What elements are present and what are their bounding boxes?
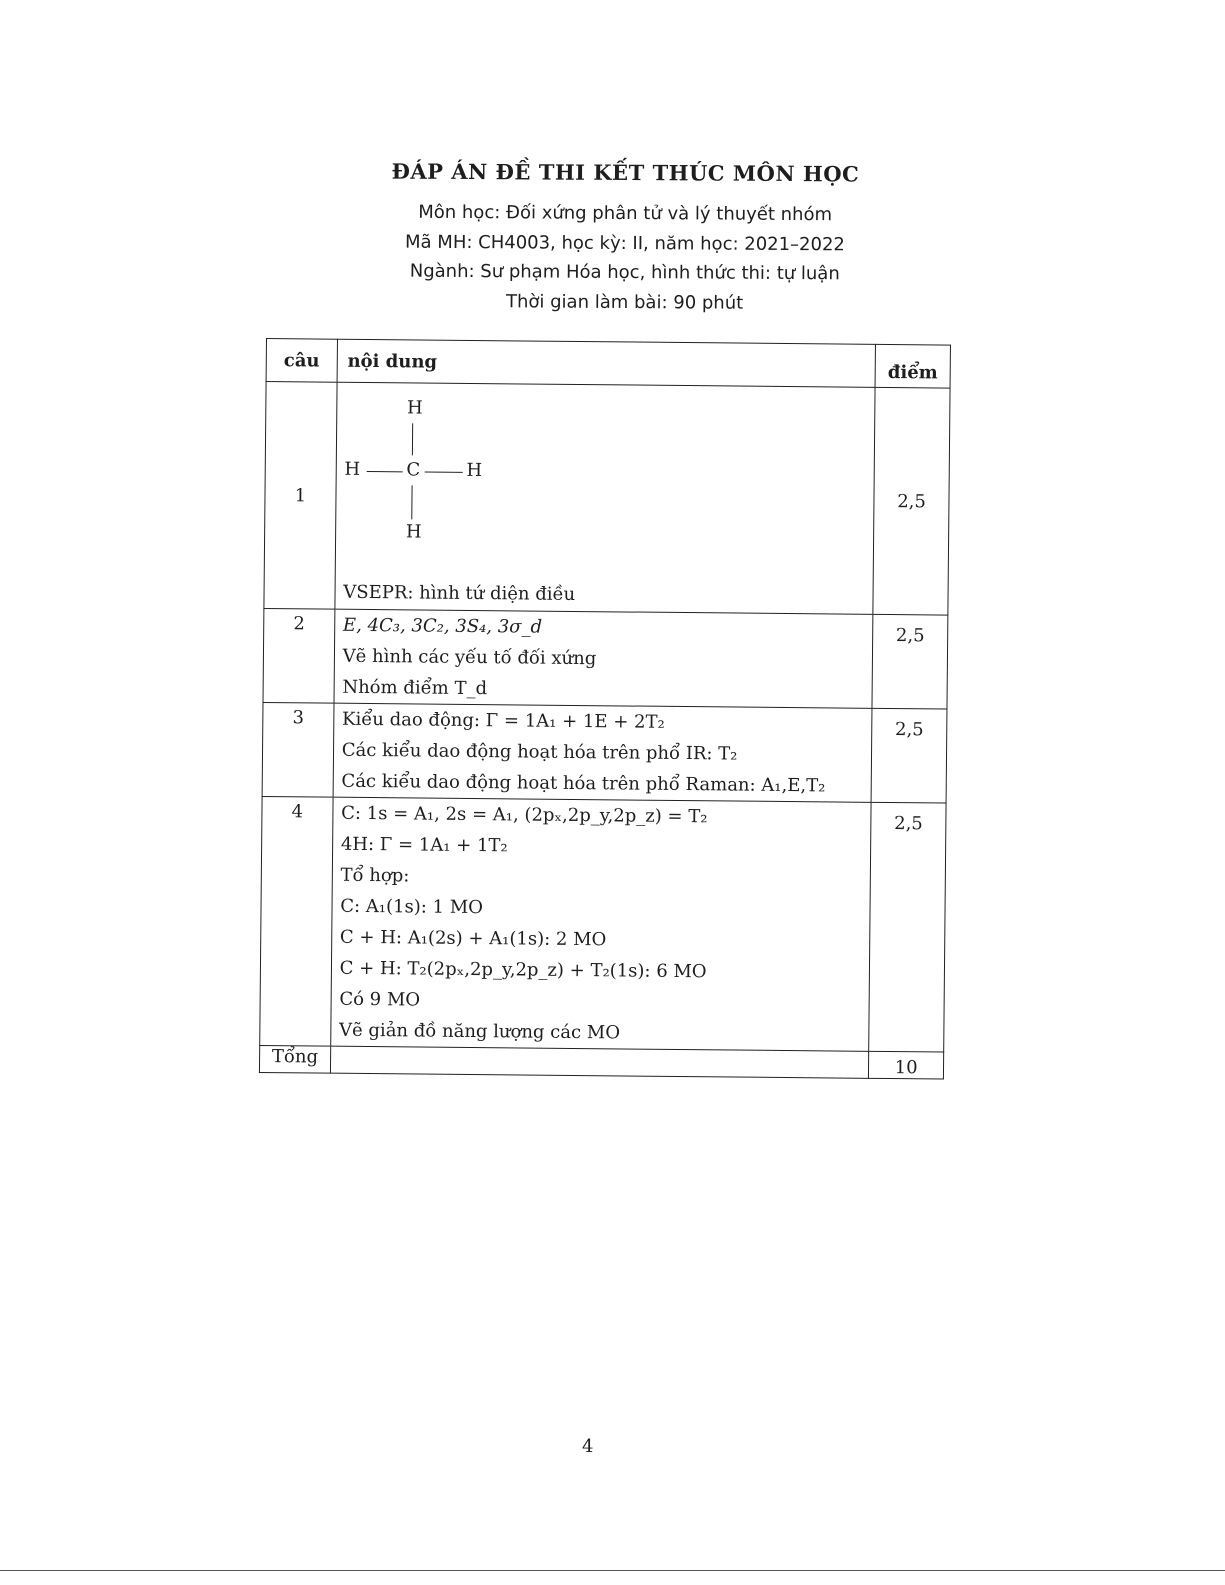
- table-row: [262, 702, 947, 803]
- table-row: [260, 796, 946, 1052]
- score-value: 2,5: [873, 387, 950, 615]
- question-number: 1: [264, 382, 337, 610]
- hydrogen-atom-bottom: H: [405, 521, 422, 543]
- answer-line: E, 4C₃, 3C₂, 3S₄, 3σ_d: [342, 614, 543, 638]
- hydrogen-atom-left: H: [344, 458, 361, 480]
- carbon-atom: C: [406, 459, 421, 481]
- major-line: Ngành: Sư phạm Hóa học, hình thức thi: tự luận: [409, 260, 840, 285]
- column-header-cau: câu: [266, 339, 337, 383]
- answer-table-wrapper: [259, 338, 956, 1080]
- course-code-line: Mã MH: CH4003, học kỳ: II, năm học: 2021–2022: [404, 231, 845, 255]
- hydrogen-atom-right: H: [466, 459, 483, 482]
- answer-line: C + H: T₂(2pₓ,2p_y,2p_z) + T₂(1s): 6 MO: [339, 957, 707, 983]
- column-header-noidung: nội dung: [337, 339, 876, 387]
- page-title: ĐÁP ÁN ĐỀ THI KẾT THÚC MÔN HỌC: [391, 158, 860, 187]
- bond-left: [366, 471, 402, 472]
- vsepr-line: VSEPR: hình tứ diện điều: [343, 581, 576, 605]
- answer-line: 4H: Γ = 1A₁ + 1T₂: [340, 833, 508, 857]
- table-row: [264, 382, 950, 616]
- table-header-row: [266, 339, 950, 389]
- column-header-diem: điểm: [875, 344, 950, 388]
- answer-line: Tổ hợp:: [340, 864, 410, 887]
- total-label: Tổng: [259, 1045, 330, 1073]
- answer-line: Các kiểu dao động hoạt hóa trên phổ Raman: A₁,E,T₂: [341, 770, 826, 797]
- bottom-edge-line: [0, 1570, 1225, 1571]
- question-number: 3: [262, 702, 334, 797]
- bond-top: [412, 423, 413, 455]
- answer-content: [335, 382, 876, 614]
- methane-structure-diagram: [343, 397, 545, 579]
- total-value: 10: [869, 1051, 944, 1079]
- table-total-row: [259, 1045, 943, 1079]
- duration-line: Thời gian làm bài: 90 phút: [505, 290, 744, 314]
- answer-line: C: A₁(1s): 1 MO: [340, 895, 484, 919]
- total-content-empty: [330, 1046, 869, 1078]
- bond-bottom: [411, 485, 412, 519]
- answer-content: [333, 703, 872, 802]
- answer-line: C: 1s = A₁, 2s = A₁, (2pₓ,2p_y,2p_z) = T₂: [341, 802, 708, 828]
- answer-content: [334, 609, 873, 708]
- answer-line: Nhóm điểm T_d: [342, 676, 488, 700]
- subject-line: Môn học: Đối xứng phân tử và lý thuyết nhóm: [418, 201, 833, 226]
- table-row: [263, 608, 948, 709]
- bond-right: [424, 472, 462, 473]
- answer-line: C + H: A₁(2s) + A₁(1s): 2 MO: [339, 926, 607, 951]
- score-value: 2,5: [871, 708, 947, 803]
- answer-line: Vẽ hình các yếu tố đối xứng: [342, 645, 597, 670]
- score-value: 2,5: [869, 802, 946, 1052]
- answer-table: [259, 338, 951, 1080]
- question-number: 4: [260, 796, 333, 1046]
- score-value: 2,5: [872, 614, 948, 709]
- answer-line: Kiểu dao động: Γ = 1A₁ + 1E + 2T₂: [341, 708, 665, 733]
- answer-line: Vẽ giản đồ năng lượng các MO: [338, 1019, 621, 1044]
- answer-line: Có 9 MO: [339, 988, 421, 1011]
- page-number: 4: [582, 1436, 594, 1457]
- answer-line: Các kiểu dao động hoạt hóa trên phổ IR: T₂: [341, 739, 738, 765]
- question-number: 2: [263, 608, 335, 703]
- document-header: [330, 158, 921, 319]
- hydrogen-atom-top: H: [406, 397, 423, 419]
- answer-content: [330, 797, 871, 1051]
